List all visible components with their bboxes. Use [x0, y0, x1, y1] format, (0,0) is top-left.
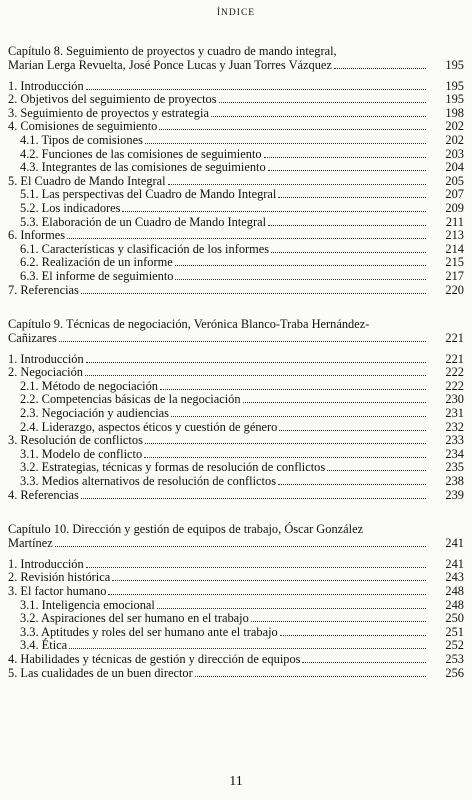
toc-entry: [8, 256, 464, 270]
chapter-heading-line2: [8, 537, 464, 551]
leader-dots: [171, 416, 426, 417]
leader-dots: [302, 662, 426, 663]
toc-entry: [8, 229, 464, 243]
chapter-heading-line1: Capítulo 10. Dirección y gestión de equipos de trabajo, Óscar González: [8, 522, 364, 537]
toc-entry-page: 251: [445, 624, 464, 639]
toc-entry-title: 2. Revisión histórica: [8, 570, 111, 585]
leader-dots: [175, 279, 426, 280]
page-number: 11: [229, 774, 243, 789]
chapter-heading-line2: [8, 59, 464, 73]
toc-entry-page: 195: [445, 92, 464, 107]
toc-entry-title: 4. Habilidades y técnicas de gestión y dirección de equipos: [8, 651, 301, 666]
leader-dots: [278, 197, 426, 198]
leader-dots: [195, 676, 426, 677]
toc-entry-title: 4. Referencias: [8, 487, 79, 502]
leader-dots: [55, 546, 426, 547]
leader-dots: [145, 443, 426, 444]
toc-entry-page: 241: [445, 556, 464, 571]
toc-entry: [8, 585, 464, 599]
leader-dots: [268, 225, 426, 226]
toc-entry-page: 238: [445, 474, 464, 489]
toc-entry: [8, 461, 464, 475]
toc-entry-title: 5.3. Elaboración de un Cuadro de Mando Integral: [20, 214, 267, 229]
leader-dots: [86, 89, 426, 90]
toc-entry-title: 1. Introducción: [8, 78, 84, 93]
toc-entry-page: 211: [445, 214, 464, 229]
toc-entry-page: 204: [445, 160, 464, 175]
toc-entry-page: 202: [445, 119, 464, 134]
toc-entry-title: 6.2. Realización de un informe: [20, 255, 173, 270]
toc-entry-title: 3. El factor humano: [8, 584, 107, 598]
toc-entry: [8, 653, 464, 667]
toc-entry-title: 5.1. Las perspectivas del Cuadro de Mando Integral: [20, 187, 277, 202]
toc-entry-page: 233: [445, 433, 464, 448]
toc-entry: [8, 202, 464, 216]
table-of-contents: [8, 44, 464, 700]
toc-entry-page: 230: [445, 392, 464, 407]
toc-entry: [8, 626, 464, 640]
toc-entry-page: 198: [445, 105, 464, 120]
toc-entry: [8, 434, 464, 448]
toc-entry-title: 3.3. Medios alternativos de resolución de conflictos: [20, 474, 277, 489]
toc-entry-title: 1. Introducción: [8, 351, 84, 366]
chapter-heading-line2: [8, 332, 464, 346]
toc-entry: [8, 366, 464, 380]
chapter-authors: Martínez: [8, 536, 53, 551]
leader-dots: [243, 402, 426, 403]
toc-entry-title: 3.2. Aspiraciones del ser humano en el trabajo: [20, 611, 249, 626]
toc-entry: [8, 93, 464, 107]
leader-dots: [160, 389, 426, 390]
toc-entry: [8, 393, 464, 407]
toc-entry-page: 203: [445, 146, 464, 161]
toc-entry: [8, 270, 464, 284]
toc-entry: [8, 243, 464, 257]
leader-dots: [279, 430, 426, 431]
leader-dots: [81, 498, 426, 499]
leader-dots: [157, 608, 426, 609]
leader-dots: [327, 470, 426, 471]
chapter-10: [8, 522, 464, 680]
toc-entry-page: 248: [445, 597, 464, 612]
toc-entry: [8, 667, 464, 681]
toc-entry-page: 256: [445, 665, 464, 680]
toc-entry: [8, 599, 464, 613]
toc-entry-title: 2. Objetivos del seguimiento de proyectos: [8, 92, 217, 107]
toc-entry: [8, 80, 464, 94]
chapter-authors: Cañizares: [8, 331, 57, 346]
leader-dots: [278, 484, 426, 485]
leader-dots: [264, 157, 426, 158]
toc-entry-title: 3.2. Estrategias, técnicas y formas de resolución de conflictos: [20, 460, 326, 475]
leader-dots: [159, 129, 426, 130]
toc-entry: [8, 421, 464, 435]
leader-dots: [271, 252, 426, 253]
leader-dots: [251, 621, 426, 622]
leader-dots: [211, 116, 426, 117]
toc-entry-title: 2.1. Método de negociación: [20, 378, 158, 393]
toc-entry-page: 214: [445, 241, 464, 256]
toc-entry-page: 239: [445, 487, 464, 502]
toc-entry-page: 222: [445, 378, 464, 393]
leader-dots: [67, 238, 426, 239]
toc-entry: [8, 475, 464, 489]
toc-entry-page: 243: [445, 570, 464, 585]
toc-entry-title: 4.3. Integrantes de las comisiones de seguimiento: [20, 160, 266, 175]
toc-entry: [8, 120, 464, 134]
toc-entry-page: 207: [445, 187, 464, 202]
chapter-heading-line1: Capítulo 9. Técnicas de negociación, Verónica Blanco-Traba Hernández-: [8, 317, 370, 332]
toc-entry-page: 213: [445, 228, 464, 243]
toc-entry-page: 195: [445, 78, 464, 93]
chapter-8: [8, 44, 464, 297]
toc-entry-page: 252: [445, 638, 464, 653]
toc-entry-title: 5. El Cuadro de Mando Integral: [8, 173, 166, 188]
toc-entry-title: 5.2. Los indicadores: [20, 200, 121, 215]
toc-entry-page: 250: [445, 611, 464, 626]
leader-dots: [168, 184, 426, 185]
leader-dots: [69, 648, 426, 649]
toc-entry: [8, 612, 464, 626]
toc-entry-page: 220: [445, 282, 464, 297]
toc-entry-title: 2. Negociación: [8, 365, 84, 380]
chapter-authors: Marian Lerga Revuelta, José Ponce Lucas y Juan Torres Vázquez: [8, 58, 332, 72]
toc-entry: [8, 175, 464, 189]
toc-entry-title: 2.2. Competencias básicas de la negociación: [20, 392, 241, 407]
toc-entry-title: 6.3. El informe de seguimiento: [20, 268, 174, 283]
chapter-9: [8, 317, 464, 502]
toc-entry-title: 6.1. Características y clasificación de los informes: [20, 241, 270, 256]
leader-dots: [280, 635, 426, 636]
leader-dots: [145, 143, 426, 144]
toc-entry: [8, 107, 464, 121]
leader-dots: [85, 375, 426, 376]
toc-entry-page: 232: [445, 419, 464, 434]
leader-dots: [86, 362, 426, 363]
toc-entry-title: 4.2. Funciones de las comisiones de seguimiento: [20, 146, 262, 161]
toc-entry: [8, 284, 464, 298]
toc-entry-page: 235: [445, 460, 464, 475]
toc-entry-page: 221: [445, 351, 464, 366]
toc-entry-page: 205: [445, 173, 464, 188]
toc-entry-title: 4.1. Tipos de comisiones: [20, 132, 143, 147]
toc-entry-title: 3. Resolución de conflictos: [8, 433, 143, 448]
leader-dots: [86, 567, 426, 568]
leader-dots: [112, 580, 426, 581]
toc-entry: [8, 134, 464, 148]
toc-entry-title: 1. Introducción: [8, 556, 84, 571]
leader-dots: [59, 341, 426, 342]
chapter-page: 241: [445, 536, 464, 551]
toc-entry-page: 215: [445, 255, 464, 270]
toc-entry-title: 3.3. Aptitudes y roles del ser humano ante el trabajo: [20, 624, 278, 639]
toc-entry: [8, 639, 464, 653]
toc-entry-title: 5. Las cualidades de un buen director: [8, 665, 193, 680]
leader-dots: [268, 170, 426, 171]
toc-entry-title: 3.1. Inteligencia emocional: [20, 597, 155, 612]
toc-entry-title: 2.3. Negociación y audiencias: [20, 406, 169, 421]
toc-entry: [8, 353, 464, 367]
toc-entry-title: 2.4. Liderazgo, aspectos éticos y cuestión de género: [20, 419, 278, 434]
leader-dots: [108, 594, 426, 595]
leader-dots: [219, 102, 426, 103]
toc-entry-page: 234: [445, 446, 464, 461]
toc-entry-title: 7. Referencias: [8, 282, 79, 297]
chapter-page: 195: [445, 58, 464, 72]
toc-entry: [8, 148, 464, 162]
toc-entry-title: 3. Seguimiento de proyectos y estrategia: [8, 105, 209, 120]
toc-entry: [8, 380, 464, 394]
toc-entry-title: 4. Comisiones de seguimiento: [8, 119, 158, 134]
toc-entry-title: 3.1. Modelo de conflicto: [20, 446, 143, 461]
toc-entry-page: 248: [445, 584, 464, 598]
chapter-heading-line1: Capítulo 8. Seguimiento de proyectos y cuadro de mando integral,: [8, 44, 337, 58]
toc-entry: [8, 216, 464, 230]
toc-entry: [8, 188, 464, 202]
toc-entry: [8, 448, 464, 462]
toc-entry: [8, 571, 464, 585]
leader-dots: [81, 293, 426, 294]
toc-entry: [8, 407, 464, 421]
leader-dots: [334, 68, 426, 69]
leader-dots: [175, 265, 426, 266]
toc-entry: [8, 161, 464, 175]
leader-dots: [144, 457, 426, 458]
toc-entry-title: 6. Informes: [8, 228, 66, 243]
toc-entry-title: 3.4. Ética: [20, 638, 68, 653]
toc-entry: [8, 489, 464, 503]
running-header: ÍNDICE: [216, 8, 256, 18]
toc-entry-page: 209: [445, 200, 464, 215]
leader-dots: [122, 211, 426, 212]
toc-entry-page: 231: [445, 406, 464, 421]
chapter-page: 221: [445, 331, 464, 346]
toc-entry-page: 222: [445, 365, 464, 380]
toc-entry: [8, 558, 464, 572]
toc-entry-page: 253: [445, 651, 464, 666]
toc-entry-page: 217: [445, 268, 464, 283]
toc-entry-page: 202: [445, 132, 464, 147]
